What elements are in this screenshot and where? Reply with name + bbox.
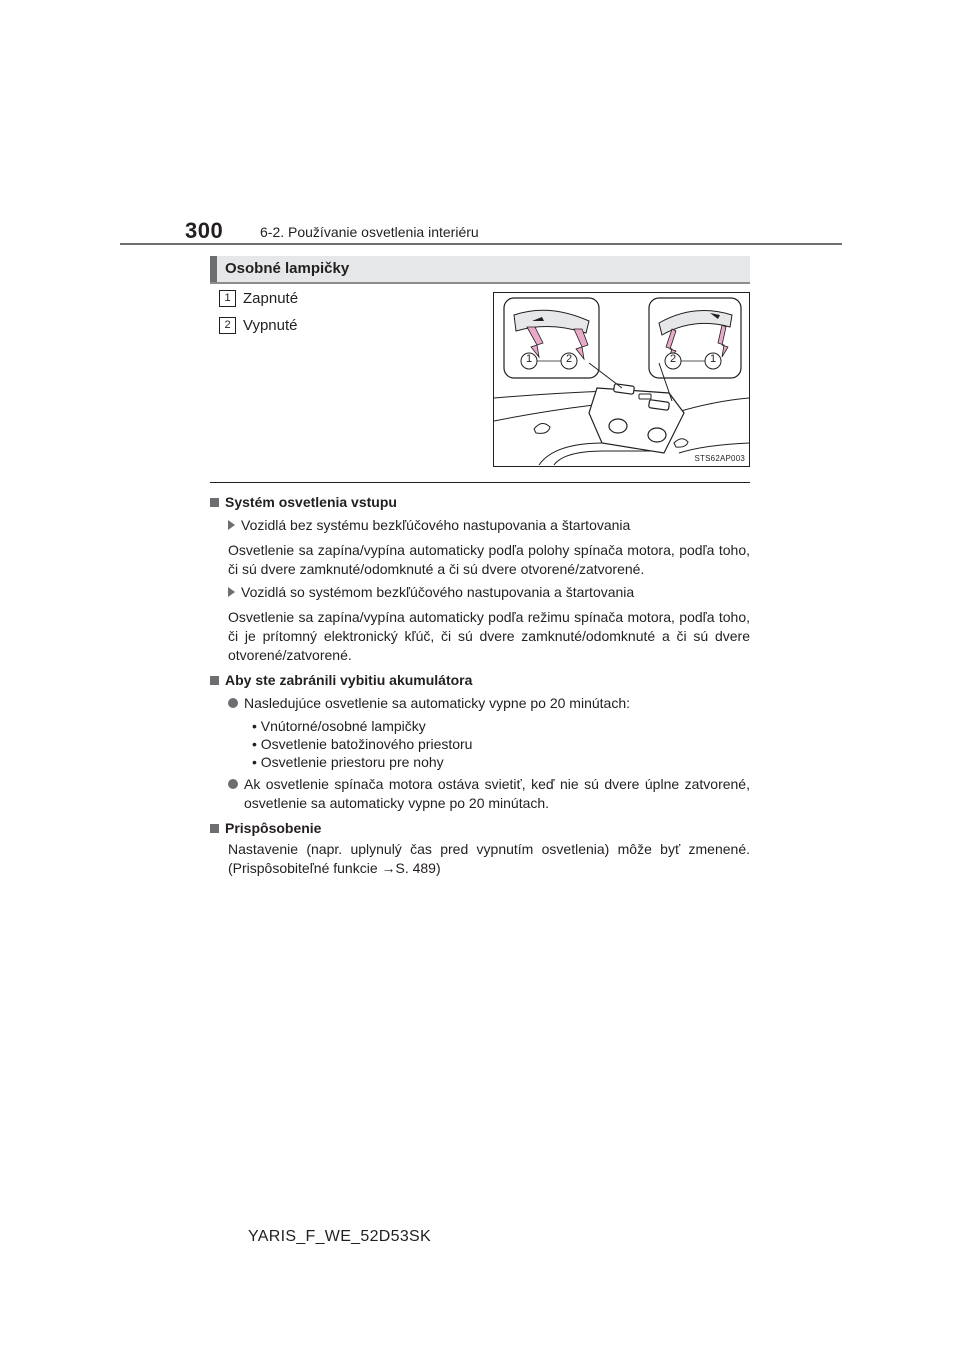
bullet-item: Nasledujúce osvetlenie sa automaticky vypne po 20 minútach: <box>210 694 750 713</box>
triangle-bullet-icon <box>228 587 235 597</box>
subheading-without-smart-entry: Vozidlá bez systému bezkľúčového nastupovania a štartovania <box>210 516 750 535</box>
circle-bullet-icon <box>228 779 238 789</box>
content-body <box>210 487 750 878</box>
item-label-on: Zapnuté <box>243 290 299 307</box>
square-bullet-icon <box>210 676 219 685</box>
heading-entry-lighting: Systém osvetlenia vstupu <box>210 493 750 512</box>
circle-bullet-icon <box>228 698 238 708</box>
personal-lamp-illustration <box>493 292 750 467</box>
list-item: • Vnútorné/osobné lampičky <box>252 718 426 734</box>
figure-code: STS62AP003 <box>694 454 745 463</box>
paragraph: Nastavenie (napr. uplynulý čas pred vypnutím osvetlenia) môže byť zmenené. (Prispôsobiteľné funkcie →S. 489) <box>228 841 750 876</box>
list-item: • Osvetlenie priestoru pre nohy <box>252 754 444 770</box>
section-accent <box>210 256 217 282</box>
footer-document-code: YARIS_F_WE_52D53SK <box>248 1228 431 1245</box>
list-item: • Osvetlenie batožinového priestoru <box>252 736 473 752</box>
item-label-off: Vypnuté <box>243 317 298 334</box>
heading-battery: Aby ste zabránili vybitiu akumulátora <box>210 671 750 690</box>
header-divider <box>120 243 842 245</box>
callout-number: 1 <box>525 353 533 365</box>
square-bullet-icon <box>210 824 219 833</box>
item-number-badge: 1 <box>219 290 236 307</box>
paragraph: Osvetlenie sa zapína/vypína automaticky podľa režimu spínača motora, podľa toho, či je prítomný elektronický kľúč, či sú dvere zamknuté/odomknuté a či sú dvere otvorené/zatvorené. <box>228 609 750 663</box>
chapter-title: 6-2. Používanie osvetlenia interiéru <box>260 224 479 240</box>
subheading-with-smart-entry: Vozidlá so systémom bezkľúčového nastupovania a štartovania <box>210 583 750 602</box>
heading-customization: Prispôsobenie <box>210 819 750 838</box>
light-list <box>210 717 750 771</box>
callout-number: 2 <box>565 353 573 365</box>
section-divider <box>210 482 750 483</box>
callout-number: 2 <box>669 353 677 365</box>
paragraph: Osvetlenie sa zapína/vypína automaticky podľa polohy spínača motora, podľa toho, či sú dvere zamknuté/odomknuté a či sú dvere otvorené/zatvorené. <box>228 542 750 577</box>
callout-number: 1 <box>709 353 717 365</box>
section-title-bar <box>210 256 750 284</box>
square-bullet-icon <box>210 498 219 507</box>
section-title: Osobné lampičky <box>225 260 350 277</box>
item-number-badge: 2 <box>219 317 236 334</box>
triangle-bullet-icon <box>228 520 235 530</box>
page-number: 300 <box>185 218 224 243</box>
bullet-item: Ak osvetlenie spínača motora ostáva svietiť, keď nie sú dvere úplne zatvorené, osvetlenie sa automaticky vypne po 20 minútach. <box>210 775 750 813</box>
